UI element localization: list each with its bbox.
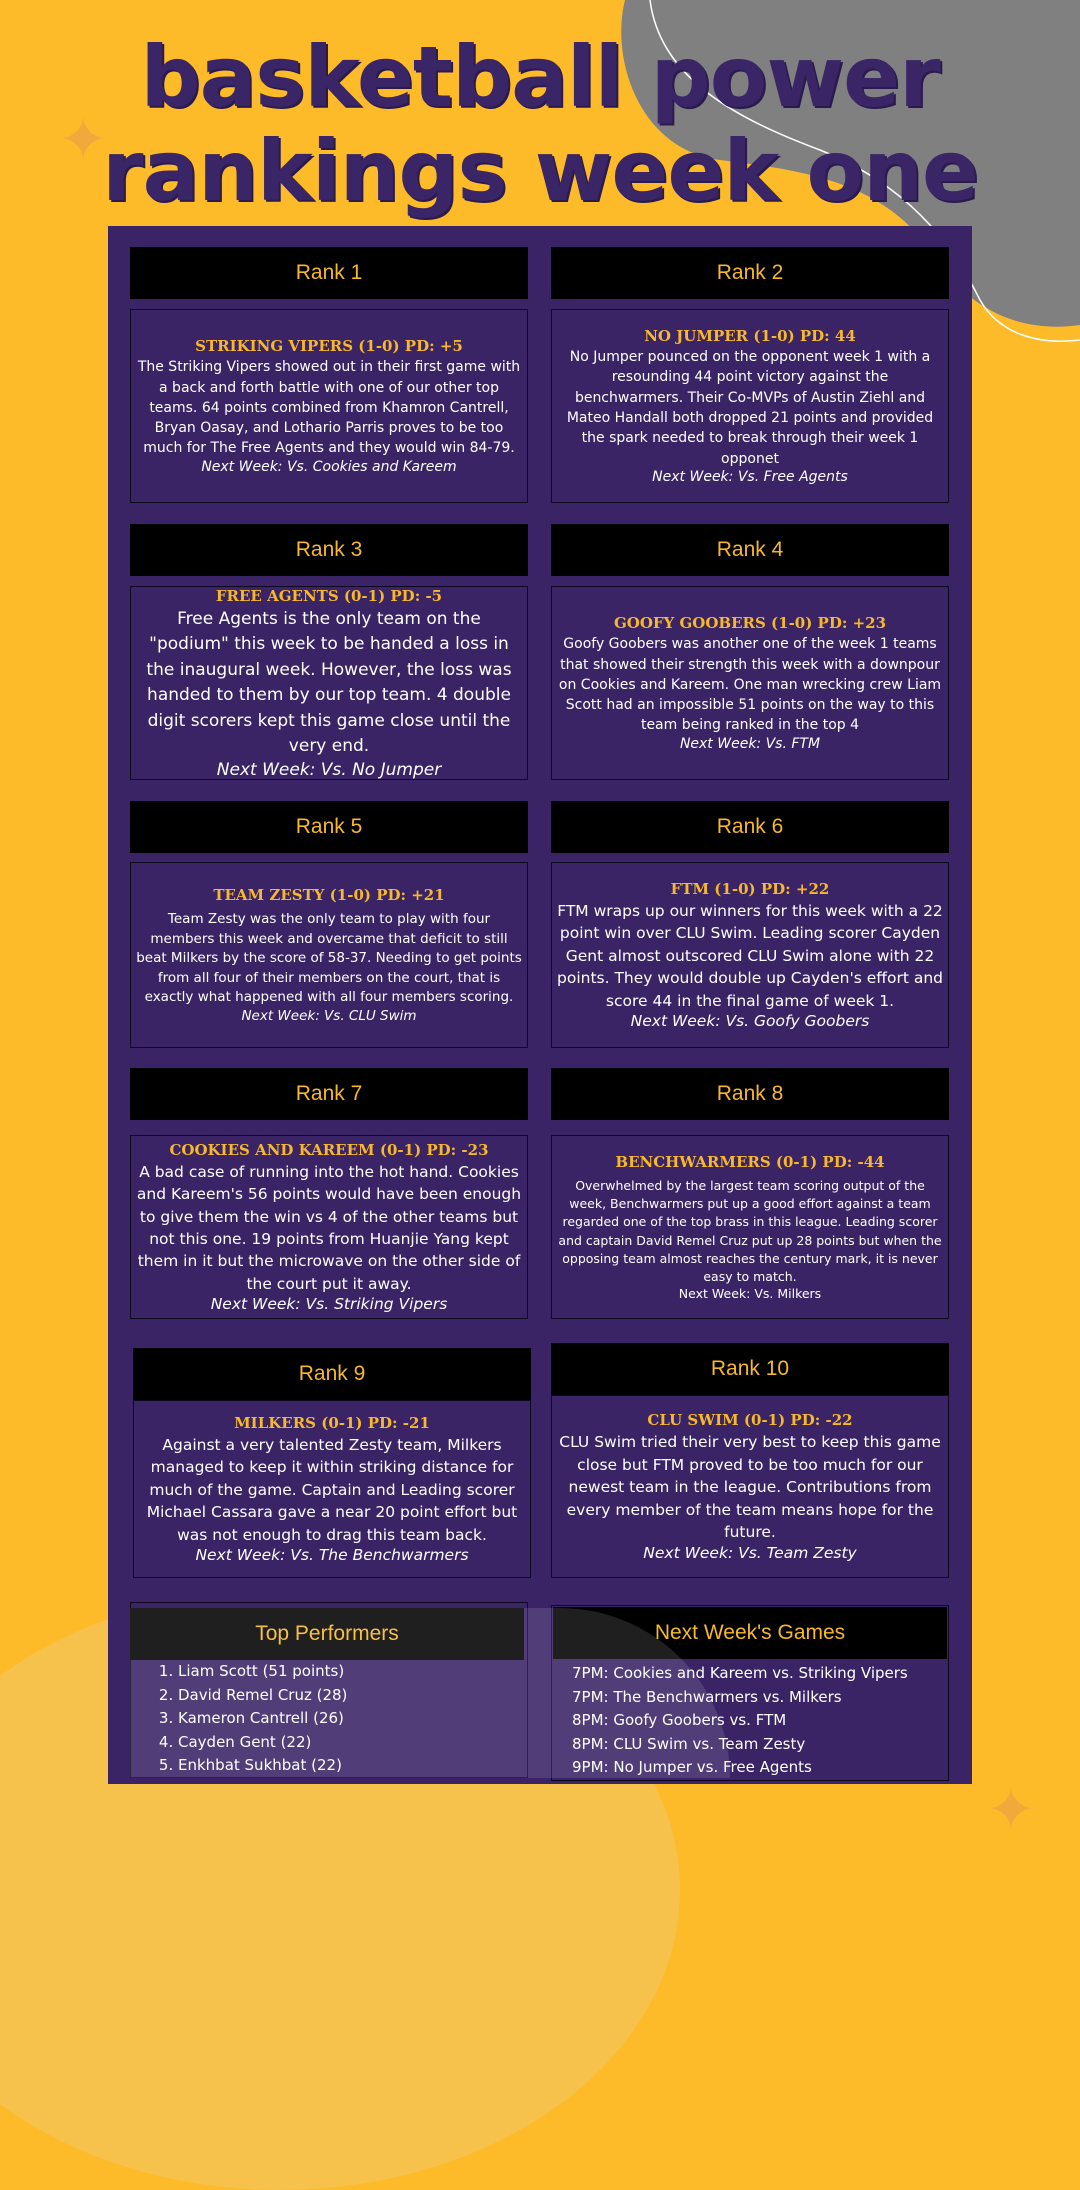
- top-performers-list: [140, 1660, 520, 1778]
- next-week: Next Week: Vs. CLU Swim: [241, 1007, 417, 1024]
- team-summary: Overwhelmed by the largest team scoring output of the week, Benchwarmers put up a good effort against a team regarded one of the top brass in this league. Leading scorer and captain David Remel Cruz put up 28 points but when the opposing team almost reaches the century mark, it is never easy to match.: [558, 1178, 942, 1284]
- rank-header: Rank 7: [130, 1068, 528, 1120]
- rank-card: [551, 1395, 949, 1578]
- title-line-2: rankings week one: [102, 122, 978, 220]
- next-games-list: [572, 1662, 942, 1780]
- next-week: Next Week: Vs. Milkers: [678, 1285, 822, 1301]
- performer-item: 2. David Remel Cruz (28): [178, 1684, 520, 1708]
- next-week: Next Week: Vs. FTM: [679, 735, 821, 752]
- game-item: 9PM: No Jumper vs. Free Agents: [572, 1758, 812, 1776]
- team-title: FTM (1-0) PD: +22: [670, 879, 830, 898]
- rank-header: Rank 1: [130, 247, 528, 299]
- rank-card: [130, 586, 528, 780]
- next-week: Next Week: Vs. Striking Vipers: [210, 1295, 448, 1314]
- team-summary: A bad case of running into the hot hand. Cookies and Kareem's 56 points would have been enough to give them the win vs 4 of the other teams but not this one. 19 points from Huanjie Yang kept them in it but the microwave on the other side of the court put it away.: [136, 1162, 522, 1293]
- top-performers-header: Top Performers: [130, 1608, 524, 1660]
- team-title: NO JUMPER (1-0) PD: 44: [644, 327, 856, 346]
- game-item: 8PM: Goofy Goobers vs. FTM: [572, 1711, 787, 1729]
- team-title: STRIKING VIPERS (1-0) PD: +5: [195, 337, 463, 356]
- rank-header: Rank 8: [551, 1068, 949, 1120]
- sparkle-icon: ✦: [58, 105, 109, 175]
- next-week: Next Week: Vs. Cookies and Kareem: [201, 458, 457, 475]
- rank-header: Rank 6: [551, 801, 949, 853]
- team-summary: Free Agents is the only team on the "podium" this week to be handed a loss in the inaugural week. However, the loss was handed to them by our top team. 4 double digit scorers kept this game close until the very end.: [146, 608, 512, 756]
- team-title: COOKIES AND KAREEM (0-1) PD: -23: [169, 1140, 489, 1159]
- team-title: MILKERS (0-1) PD: -21: [234, 1413, 430, 1432]
- rank-card: [130, 862, 528, 1048]
- team-summary: CLU Swim tried their very best to keep this game close but FTM proved to be too much for our newest team in the league. Contributions from every member of the team means hope for the future.: [559, 1433, 941, 1542]
- title-line-1: basketball power: [140, 28, 940, 126]
- game-item: 7PM: Cookies and Kareem vs. Striking Vipers: [572, 1664, 908, 1682]
- team-title: BENCHWARMERS (0-1) PD: -44: [615, 1153, 885, 1172]
- team-title: GOOFY GOOBERS (1-0) PD: +23: [613, 614, 887, 633]
- sparkle-icon: ✦: [986, 1775, 1037, 1845]
- rank-header: Rank 10: [551, 1343, 949, 1395]
- team-summary: No Jumper pounced on the opponent week 1 with a resounding 44 point victory against the benchwarmers. Their Co-MVPs of Austin Ziehl and Mateo Handall both dropped 21 points and provided the spark needed to break through their week 1 opponet: [566, 349, 934, 467]
- rank-card: [551, 586, 949, 780]
- next-week: Next Week: Vs. No Jumper: [216, 759, 442, 780]
- team-summary: Against a very talented Zesty team, Milkers managed to keep it within striking distance for much of the game. Captain and Leading scorer Michael Cassara gave a near 20 point effort but was not enough to drag this team back.: [146, 1435, 518, 1544]
- rank-card: [551, 309, 949, 503]
- game-item: 7PM: The Benchwarmers vs. Milkers: [572, 1687, 842, 1706]
- rank-header: Rank 2: [551, 247, 949, 299]
- performer-item: 4. Cayden Gent (22): [178, 1731, 520, 1755]
- next-week: Next Week: Vs. Team Zesty: [643, 1543, 857, 1562]
- rank-header: Rank 4: [551, 524, 949, 576]
- team-summary: The Striking Vipers showed out in their first game with a back and forth battle with one of our other top teams. 64 points combined from Khamron Cantrell, Bryan Oasay, and Lothario Parris proves to be too much for The Free Agents and they would win 84-79.: [137, 359, 521, 457]
- team-summary: FTM wraps up our winners for this week with a 22 point win over CLU Swim. Leading scorer Cayden Gent almost outscored CLU Swim alone with 22 points. They would double up Cayden's effort and score 44 in the final game of week 1.: [557, 901, 943, 1010]
- rank-header: Rank 9: [133, 1348, 531, 1400]
- performer-item: 3. Kameron Cantrell (26): [178, 1707, 520, 1731]
- rank-card: [551, 1135, 949, 1319]
- next-week: Next Week: Vs. The Benchwarmers: [195, 1546, 469, 1565]
- rank-header: Rank 5: [130, 801, 528, 853]
- team-summary: Goofy Goobers was another one of the week 1 teams that showed their strength this week with a downpour on Cookies and Kareem. One man wrecking crew Liam Scott had an impossible 51 points on the way to this team being ranked in the top 4: [558, 636, 942, 734]
- rank-card: [551, 862, 949, 1048]
- next-games-header: Next Week's Games: [553, 1607, 947, 1659]
- performer-item: 5. Enkhbat Sukhbat (22): [178, 1754, 520, 1778]
- game-item: 8PM: CLU Swim vs. Team Zesty: [572, 1734, 806, 1753]
- rank-card: [130, 309, 528, 503]
- rank-header: Rank 3: [130, 524, 528, 576]
- rank-card: [133, 1400, 531, 1578]
- team-title: FREE AGENTS (0-1) PD: -5: [215, 586, 443, 605]
- page-title: [0, 30, 1080, 218]
- next-week: Next Week: Vs. Goofy Goobers: [630, 1012, 870, 1031]
- team-summary: Team Zesty was the only team to play with four members this week and overcame that deficit to still beat Milkers by the score of 58-37. Needing to get points from all four of their members on the court, that is exactly what happened with all four members scoring.: [136, 911, 522, 1006]
- rank-card: [130, 1135, 528, 1319]
- next-week: Next Week: Vs. Free Agents: [652, 468, 848, 485]
- team-title: CLU SWIM (0-1) PD: -22: [647, 1411, 853, 1430]
- performer-item: 1. Liam Scott (51 points): [178, 1660, 520, 1684]
- team-title: TEAM ZESTY (1-0) PD: +21: [213, 886, 445, 905]
